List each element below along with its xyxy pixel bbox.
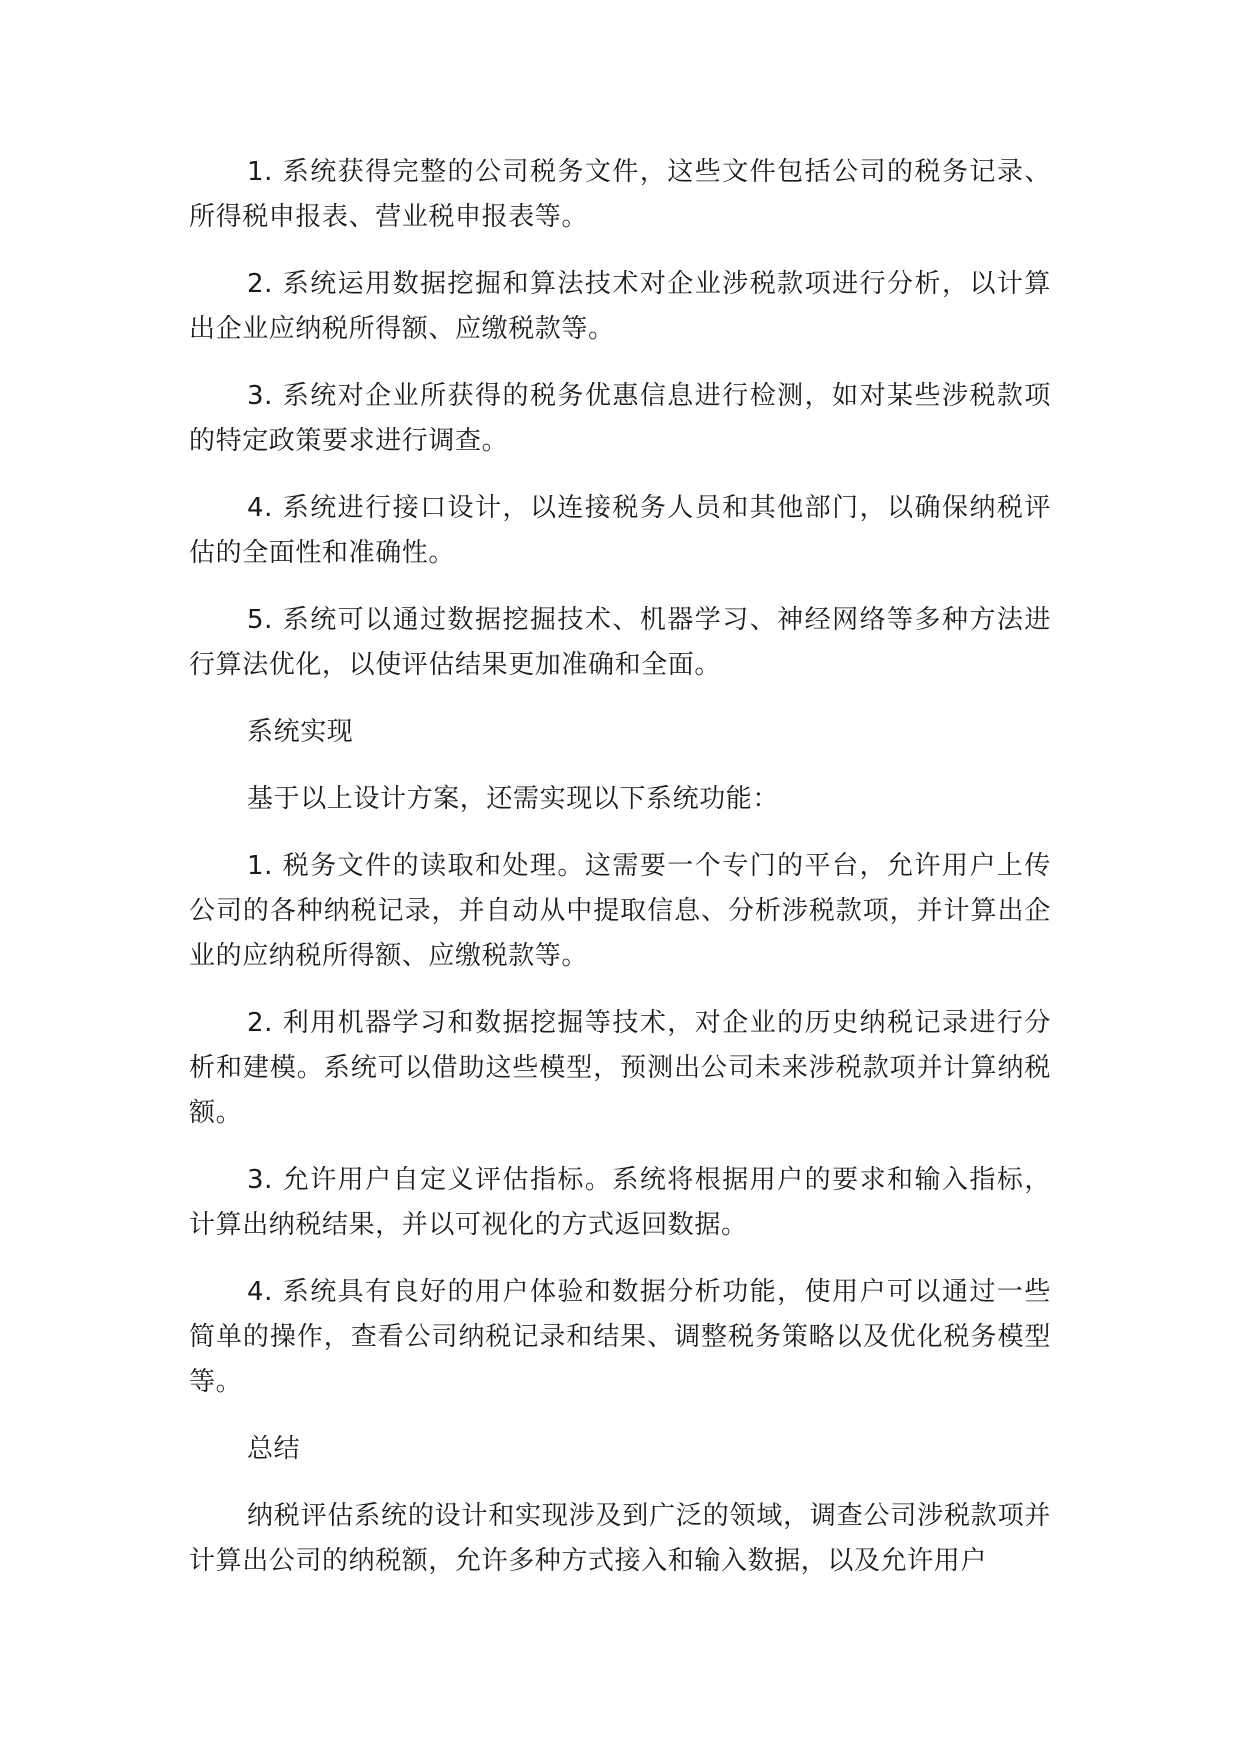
paragraph-design-step-2: 2. 系统运用数据挖掘和算法技术对企业涉税款项进行分析，以计算出企业应纳税所得额、应缴税款等。 (189, 269, 1051, 344)
paragraph-design-step-4: 4. 系统进行接口设计，以连接税务人员和其他部门，以确保纳税评估的全面性和准确性。 (189, 493, 1051, 568)
section-heading-summary: 总结 (247, 1434, 301, 1464)
paragraph-function-3: 3. 允许用户自定义评估指标。系统将根据用户的要求和输入指标，计算出纳税结果，并以可视化的方式返回数据。 (189, 1165, 1051, 1240)
paragraph-summary: 纳税评估系统的设计和实现涉及到广泛的领域，调查公司涉税款项并计算出公司的纳税额，允许多种方式接入和输入数据，以及允许用户 (189, 1501, 1051, 1576)
paragraph-design-step-5: 5. 系统可以通过数据挖掘技术、机器学习、神经网络等多种方法进行算法优化，以使评估结果更加准确和全面。 (189, 605, 1051, 680)
document-body (189, 150, 1051, 1606)
paragraph-function-4: 4. 系统具有良好的用户体验和数据分析功能，使用户可以通过一些简单的操作，查看公司纳税记录和结果、调整税务策略以及优化税务模型等。 (189, 1277, 1051, 1397)
paragraph-implementation-intro: 基于以上设计方案，还需实现以下系统功能： (247, 784, 780, 814)
paragraph-design-step-3: 3. 系统对企业所获得的税务优惠信息进行检测，如对某些涉税款项的特定政策要求进行调查。 (189, 381, 1051, 456)
paragraph-function-2: 2. 利用机器学习和数据挖掘等技术，对企业的历史纳税记录进行分析和建模。系统可以借助这些模型，预测出公司未来涉税款项并计算纳税额。 (189, 1008, 1051, 1128)
section-heading-implementation: 系统实现 (247, 717, 354, 747)
paragraph-function-1: 1. 税务文件的读取和处理。这需要一个专门的平台，允许用户上传公司的各种纳税记录，并自动从中提取信息、分析涉税款项，并计算出企业的应纳税所得额、应缴税款等。 (189, 851, 1051, 971)
paragraph-design-step-1: 1. 系统获得完整的公司税务文件，这些文件包括公司的税务记录、所得税申报表、营业税申报表等。 (189, 157, 1051, 232)
